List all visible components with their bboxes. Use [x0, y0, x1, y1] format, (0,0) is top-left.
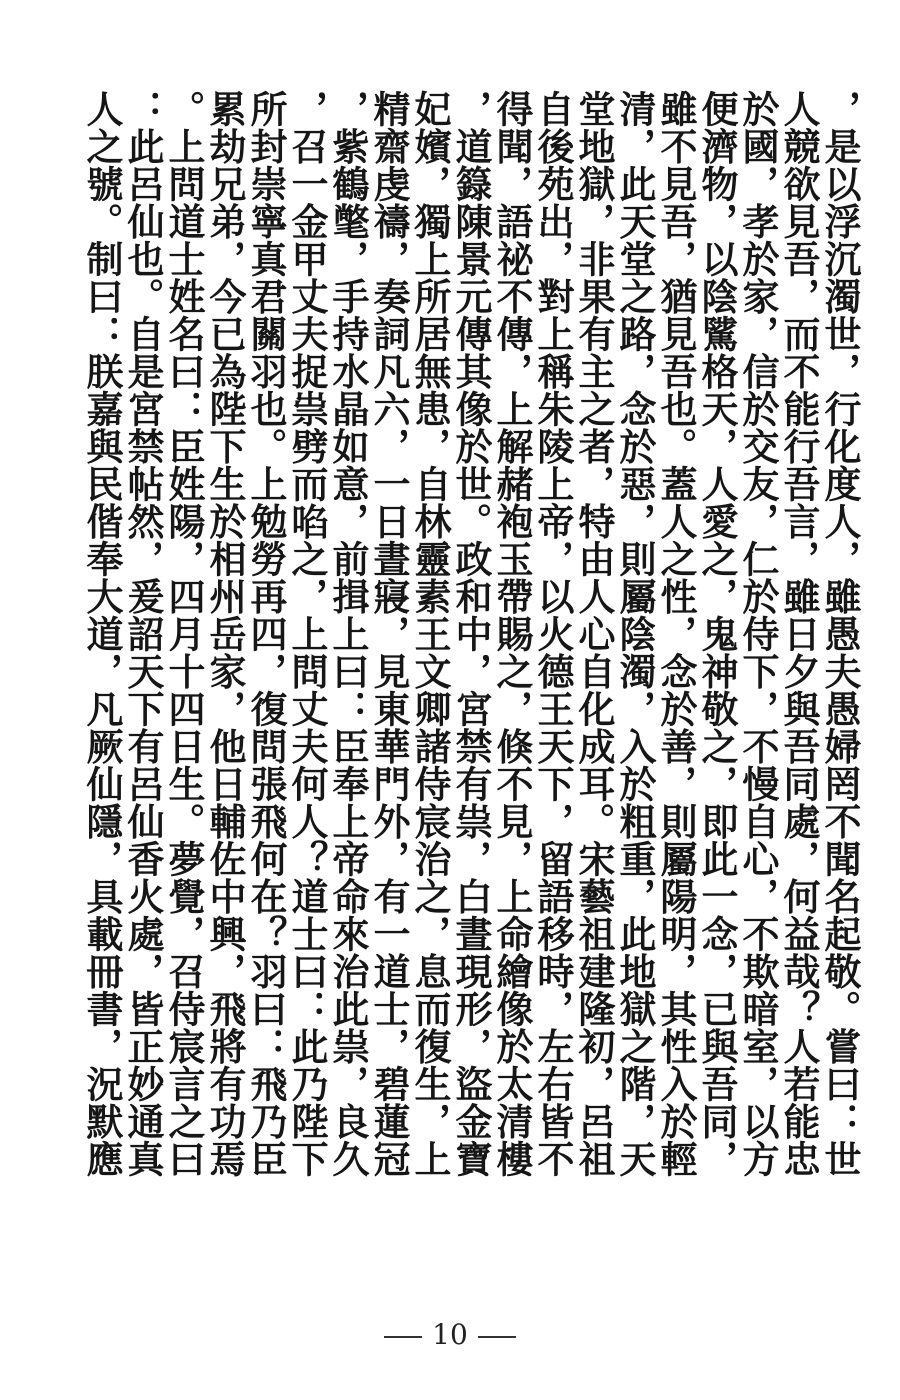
text-column: 得聞，語祕不傳，上解赭袍玉帶賜之，倏不見，上命繪像於太清樓 [490, 90, 534, 1178]
text-column: ，是以浮沉濁世，行化度人，雖愚夫愚婦罔不聞名起敬。嘗曰：世 [818, 90, 862, 1178]
text-column: 所封崇寧真君關羽也。上勉勞再四，復問張飛何在？羽曰：飛乃臣 [244, 90, 288, 1178]
text-column: ，道籙陳景元傳其像於世。政和中，宮禁有祟，白晝現形，盜金寶 [449, 90, 493, 1178]
text-column: 雖不見吾，猶見吾也。蓋人之性，念於善，則屬陽明，其性入於輕 [654, 90, 698, 1178]
vertical-text-body [60, 90, 860, 1320]
text-column: ：此呂仙也。自是宮禁帖然，爰詔天下有呂仙香火處，皆正妙通真 [121, 90, 165, 1178]
page-number: 10 [432, 1318, 468, 1351]
text-column: 人競欲見吾，而不能行吾言，雖日夕與吾同處，何益哉？人若能忠 [777, 90, 821, 1178]
footer-dash-right [478, 1336, 516, 1338]
text-column: ，紫鶴氅，手持水晶如意，前揖上曰：臣奉上帝命來治此祟，良久 [326, 90, 370, 1178]
text-column: 堂地獄，非果有主之者，特由人心自化成耳。宋藝祖建隆初，呂祖 [572, 90, 616, 1178]
text-column: 自後苑出，對上稱朱陵上帝，以火德王天下，留語移時，左右皆不 [531, 90, 575, 1178]
text-column: 便濟物，以陰騭格天，人愛之，鬼神敬之，即此一念，已與吾同， [695, 90, 739, 1178]
text-column: 於國，孝於家，信於交友，仁於侍下，不慢自心，不欺暗室，以方 [736, 90, 780, 1178]
text-column: ，召一金甲丈夫捉祟劈而啗之，上問丈夫何人？道士曰：此乃陛下 [285, 90, 329, 1178]
text-column: 精齋虔禱，奏詞凡六，一日晝寢，見東華門外，有一道士，碧蓮冠 [367, 90, 411, 1178]
footer-dash-left [384, 1336, 422, 1338]
text-column: 累劫兄弟，今已為陛下生於相州岳家，他日輔佐中興，飛將有功焉 [203, 90, 247, 1178]
page-footer [0, 1318, 900, 1351]
text-column: 。上問道士姓名曰：臣姓陽，四月十四日生。夢覺，召侍宸言之曰 [162, 90, 206, 1178]
text-column: 人之號。制曰：朕嘉與民偕奉大道，凡厥仙隱，具載冊書，況默應 [80, 90, 124, 1178]
text-column: 清，此天堂之路，念於惡，則屬陰濁，入於粗重，此地獄之階，天 [613, 90, 657, 1178]
text-column: 妃嬪，獨上所居無患，自林靈素王文卿諸侍宸治之，息而復生，上 [408, 90, 452, 1178]
